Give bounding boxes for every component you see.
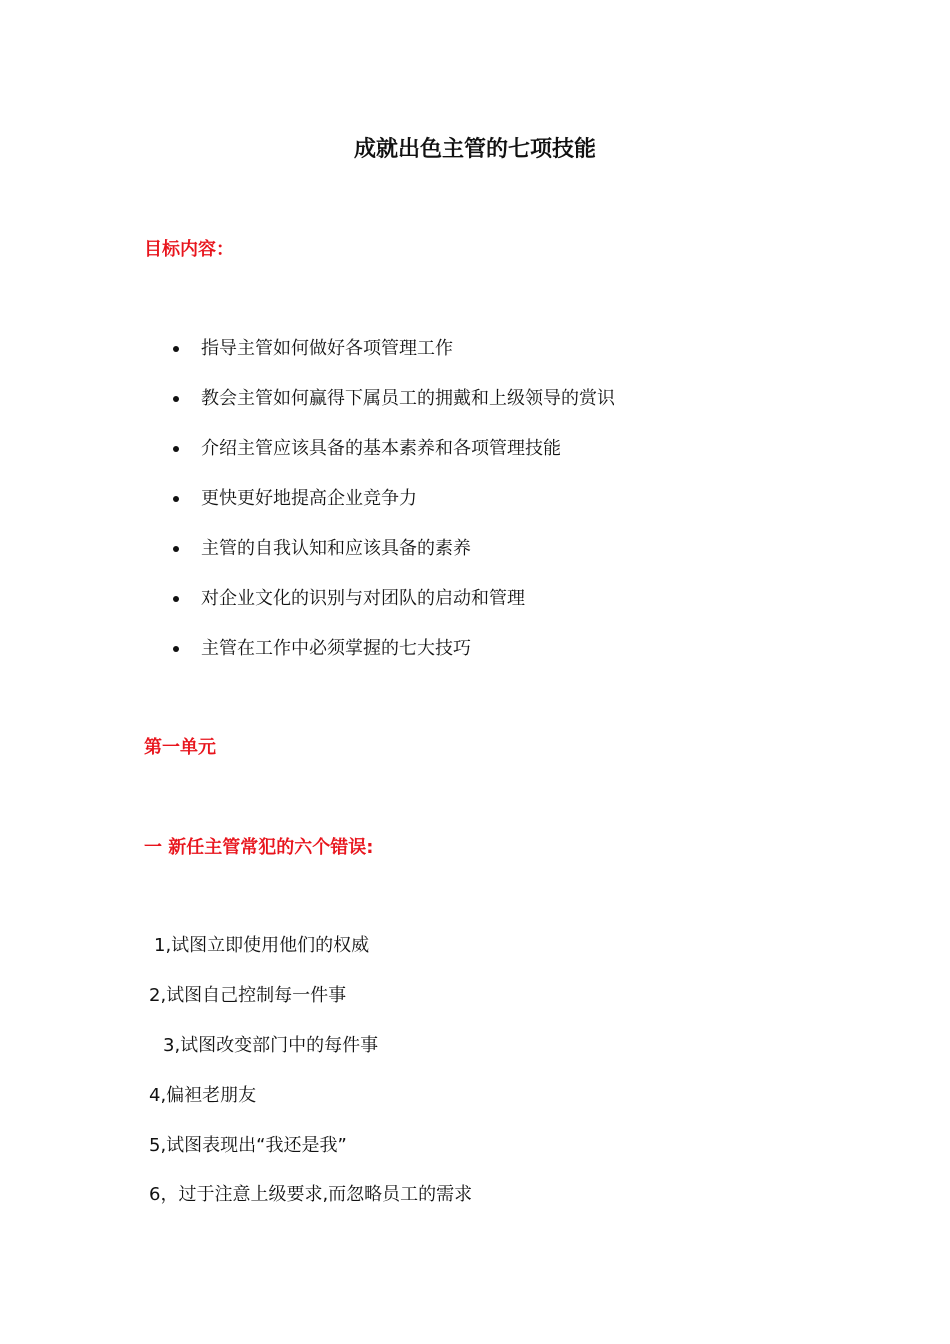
bullet-icon (173, 346, 179, 352)
list-item-text: 介绍主管应该具备的基本素养和各项管理技能 (201, 438, 561, 459)
objectives-heading: 目标内容： (144, 239, 234, 260)
bullet-icon (173, 596, 179, 602)
bullet-icon (173, 646, 179, 652)
mistake-item: 5,试图表现出“我还是我” (149, 1135, 347, 1156)
mistake-item: 2,试图自己控制每一件事 (149, 985, 347, 1006)
mistake-item: 1,试图立即使用他们的权威 (154, 935, 370, 956)
list-item-text: 主管的自我认知和应该具备的素养 (201, 538, 471, 559)
bullet-icon (173, 496, 179, 502)
mistake-item: 6，过于注意上级要求,而忽略员工的需求 (149, 1184, 473, 1205)
unit-heading: 第一单元 (144, 737, 216, 758)
mistake-item: 4,偏袒老朋友 (149, 1085, 257, 1106)
document-title: 成就出色主管的七项技能 (353, 137, 596, 162)
bullet-icon (173, 546, 179, 552)
list-item-text: 更快更好地提高企业竞争力 (201, 488, 417, 509)
list-item-text: 指导主管如何做好各项管理工作 (201, 338, 453, 359)
list-item-text: 教会主管如何赢得下属员工的拥戴和上级领导的赏识 (201, 388, 615, 409)
mistake-item: 3,试图改变部门中的每件事 (163, 1035, 379, 1056)
bullet-icon (173, 396, 179, 402)
list-item-text: 对企业文化的识别与对团队的启动和管理 (201, 588, 525, 609)
bullet-icon (173, 446, 179, 452)
list-item-text: 主管在工作中必须掌握的七大技巧 (201, 638, 471, 659)
section-heading: 一 新任主管常犯的六个错误: (144, 837, 374, 858)
